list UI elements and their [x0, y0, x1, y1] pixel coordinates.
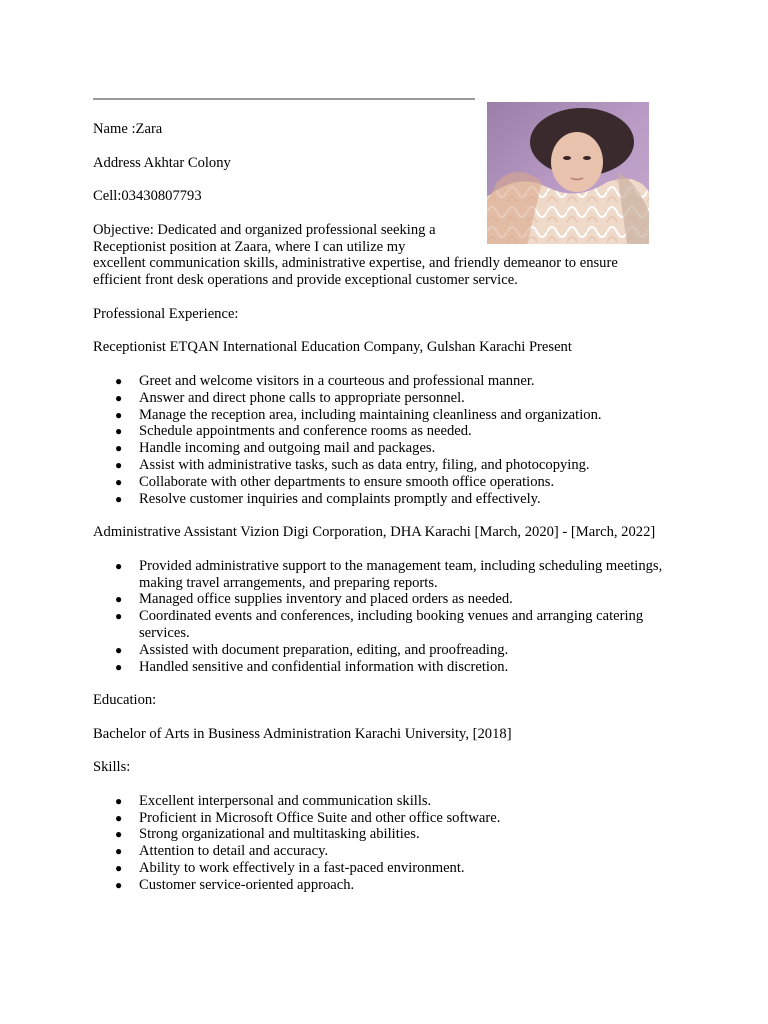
bullet-icon: ● — [115, 810, 123, 825]
bullet-icon: ● — [115, 491, 123, 506]
list-item: ● Answer and direct phone calls to appropriate personnel. — [115, 389, 465, 406]
job-duties-list — [93, 373, 693, 507]
list-item: ● Coordinated events and conferences, including booking venues and arranging catering services. — [115, 608, 644, 641]
list-item: ● Assist with administrative tasks, such as data entry, filing, and photocopying. — [115, 456, 590, 473]
list-item: ● Attention to detail and accuracy. — [115, 843, 329, 860]
bullet-icon: ● — [115, 424, 123, 439]
job-duties-list — [93, 558, 693, 676]
objective-line-2: Receptionist position at Zaara, where I can utilize my — [93, 238, 406, 255]
bullet-icon: ● — [115, 441, 123, 456]
resume-body — [93, 121, 693, 910]
job-title: Receptionist ETQAN International Education Company, Gulshan Karachi Present — [93, 339, 572, 356]
bullet-icon: ● — [115, 373, 123, 388]
list-item: ● Manage the reception area, including maintaining cleanliness and organization. — [115, 406, 602, 423]
bullet-icon: ● — [115, 861, 123, 876]
objective-line-4: efficient front desk operations and provide exceptional customer service. — [93, 272, 518, 289]
bullet-icon: ● — [115, 642, 123, 657]
bullet-icon: ● — [115, 558, 123, 573]
job-title: Administrative Assistant Vizion Digi Corporation, DHA Karachi [March, 2020] - [March, 2022] — [93, 524, 656, 541]
list-item: ● Resolve customer inquiries and complaints promptly and effectively. — [115, 490, 541, 507]
list-item: ● Greet and welcome visitors in a courteous and professional manner. — [115, 372, 535, 389]
bullet-icon: ● — [115, 457, 123, 472]
header-divider — [93, 98, 475, 100]
list-item: ● Schedule appointments and conference rooms as needed. — [115, 423, 472, 440]
objective-line-3: excellent communication skills, administrative expertise, and friendly demeanor to ensure — [93, 255, 618, 272]
experience-heading: Professional Experience: — [93, 305, 239, 322]
list-item: ● Assisted with document preparation, editing, and proofreading. — [115, 641, 509, 658]
skills-heading: Skills: — [93, 759, 131, 776]
list-item: ● Collaborate with other departments to ensure smooth office operations. — [115, 473, 555, 490]
bullet-icon: ● — [115, 609, 123, 624]
address-line: Address Akhtar Colony — [93, 154, 231, 171]
list-item: ● Strong organizational and multitasking abilities. — [115, 826, 420, 843]
bullet-icon: ● — [115, 844, 123, 859]
list-item: ● Handle incoming and outgoing mail and packages. — [115, 440, 436, 457]
list-item: ● Managed office supplies inventory and placed orders as needed. — [115, 591, 513, 608]
list-item: ● Customer service-oriented approach. — [115, 876, 355, 893]
list-item: ● Excellent interpersonal and communication skills. — [115, 792, 432, 809]
list-item: ● Provided administrative support to the management team, including scheduling meetings, making travel arrangements, and preparing reports. — [115, 557, 663, 591]
bullet-icon: ● — [115, 390, 123, 405]
bullet-icon: ● — [115, 827, 123, 842]
education-entry: Bachelor of Arts in Business Administration Karachi University, [2018] — [93, 725, 512, 742]
list-item: ● Ability to work effectively in a fast-paced environment. — [115, 860, 465, 877]
name-line: Name :Zara — [93, 121, 163, 137]
skills-list — [93, 793, 693, 894]
bullet-icon: ● — [115, 877, 123, 892]
cell-line: Cell:03430807793 — [93, 188, 202, 205]
list-item: ● Handled sensitive and confidential information with discretion. — [115, 658, 509, 675]
bullet-icon: ● — [115, 592, 123, 607]
bullet-icon: ● — [115, 474, 123, 489]
objective — [93, 222, 693, 289]
education-heading: Education: — [93, 692, 157, 709]
list-item: ● Proficient in Microsoft Office Suite and other office software. — [115, 809, 501, 826]
objective-line-1: Objective: Dedicated and organized professional seeking a — [93, 221, 436, 238]
bullet-icon: ● — [115, 793, 123, 808]
bullet-icon: ● — [115, 407, 123, 422]
bullet-icon: ● — [115, 659, 123, 674]
